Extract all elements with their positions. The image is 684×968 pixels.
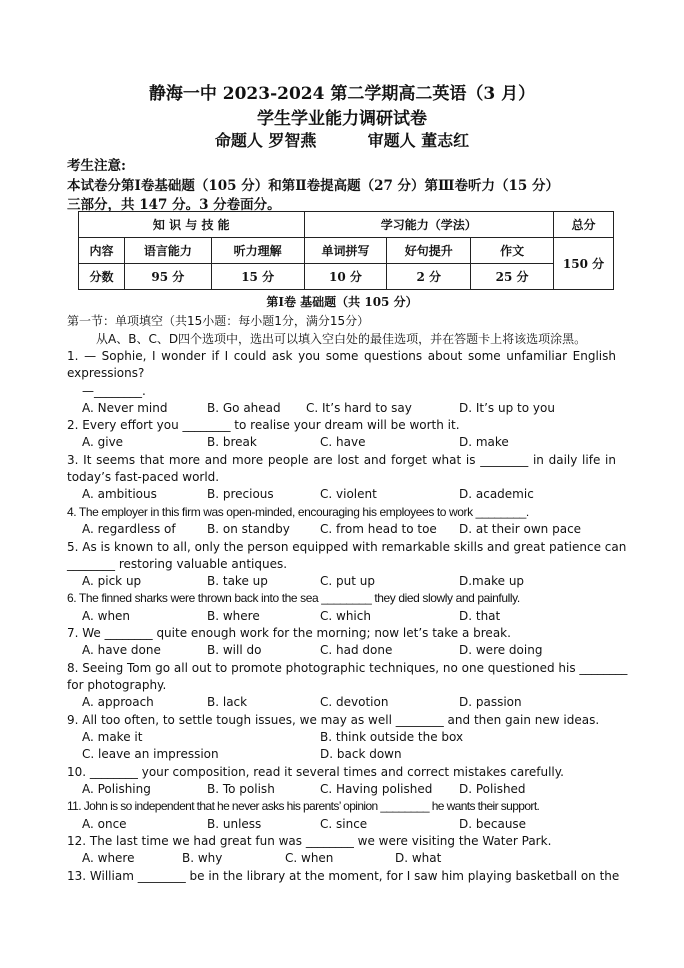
question-5-option-a: A. pick up	[82, 574, 142, 588]
question-6-option-a: A. when	[82, 609, 131, 623]
question-8-option-a: A. approach	[82, 695, 154, 709]
question-7-stem: 7. We ________ quite enough work for the morning; now let’s take a break.	[67, 626, 511, 640]
content-label: 内容	[79, 238, 125, 264]
question-5-stem-cont: ________ restoring valuable antiques.	[67, 557, 288, 571]
item-language: 语言能力	[124, 238, 211, 264]
author-setter: 命题人 罗智燕	[214, 131, 317, 150]
author-reviewer: 审题人 董志红	[367, 131, 470, 150]
question-12-option-a: A. where	[82, 851, 135, 865]
item-writing: 作文	[471, 238, 554, 264]
question-3-stem-cont: today’s fast-paced world.	[67, 470, 220, 484]
item-sentence: 好句提升	[387, 238, 471, 264]
question-4-option-c: C. from head to toe	[320, 522, 437, 536]
question-6-option-b: B. where	[207, 609, 260, 623]
question-2-stem: 2. Every effort you ________ to realise your dream will be worth it.	[67, 418, 460, 432]
question-7-option-c: C. had done	[320, 643, 393, 657]
question-1-option-c: C. It’s hard to say	[306, 401, 412, 415]
question-3-option-c: C. violent	[320, 487, 377, 501]
question-3-option-b: B. precious	[207, 487, 274, 501]
question-5-option-c: C. put up	[320, 574, 375, 588]
question-8-option-b: B. lack	[207, 695, 248, 709]
question-7-option-a: A. have done	[82, 643, 161, 657]
part-1-instruction: 从A、B、C、D四个选项中，选出可以填入空白处的最佳选项，并在答题卡上将该选项涂黑。	[96, 332, 587, 346]
section-title: 第Ⅰ卷 基础题（共 105 分）	[266, 295, 418, 309]
question-5-option-d: D.make up	[459, 574, 525, 588]
question-11-stem: 11. John is so independent that he never asks his parents’ opinion ________ he wants their support.	[67, 799, 540, 813]
question-7-option-b: B. will do	[207, 643, 262, 657]
question-12-stem: 12. The last time we had great fun was ________ we were visiting the Water Park.	[67, 834, 552, 848]
question-11-option-d: D. because	[459, 817, 527, 831]
question-8-stem: 8. Seeing Tom go all out to promote photographic techniques, no one questioned his ________	[67, 661, 628, 675]
question-4-option-b: B. on standby	[207, 522, 290, 536]
total-header: 总分	[554, 212, 614, 238]
question-9-option-b: B. think outside the box	[320, 730, 464, 744]
question-8-option-d: D. passion	[459, 695, 522, 709]
item-spelling: 单词拼写	[304, 238, 387, 264]
question-13-stem: 13. William ________ be in the library at the moment, for I saw him playing basketball on the	[67, 869, 620, 883]
question-2-option-d: D. make	[459, 435, 509, 449]
part-1-heading: 第一节：单项填空（共15小题：每小题1分，满分15分）	[67, 314, 370, 328]
question-2-option-b: B. break	[207, 435, 257, 449]
question-6-stem: 6. The finned sharks were thrown back into the sea ________ they died slowly and painfully.	[67, 591, 520, 605]
score-listening: 15 分	[211, 264, 304, 290]
question-8-stem-cont: for photography.	[67, 678, 167, 692]
question-1-stem: 1. — Sophie, I wonder if I could ask you some questions about some unfamiliar English	[67, 349, 616, 363]
exam-title: 静海一中 2023-2024 第二学期高二英语（3 月）	[148, 84, 536, 104]
question-9-option-d: D. back down	[320, 747, 402, 761]
exam-authors	[0, 128, 684, 151]
question-12-option-d: D. what	[395, 851, 442, 865]
question-5-stem: 5. As is known to all, only the person equipped with remarkable skills and great patience can	[67, 540, 627, 554]
question-3-option-a: A. ambitious	[82, 487, 157, 501]
question-11-option-b: B. unless	[207, 817, 262, 831]
group-learning: 学习能力（学法）	[304, 212, 553, 238]
question-10-option-a: A. Polishing	[82, 782, 151, 796]
question-12-option-b: B. why	[182, 851, 223, 865]
question-12-option-c: C. when	[285, 851, 334, 865]
question-10-option-d: D. Polished	[459, 782, 526, 796]
total-score: 150 分	[554, 238, 614, 290]
question-9-option-a: A. make it	[82, 730, 143, 744]
group-knowledge: 知 识 与 技 能	[79, 212, 305, 238]
question-6-option-d: D. that	[459, 609, 501, 623]
question-10-option-b: B. To polish	[207, 782, 275, 796]
question-1-stem-cont: expressions?	[67, 366, 145, 380]
score-writing: 25 分	[471, 264, 554, 290]
score-sentence: 2 分	[387, 264, 471, 290]
question-10-stem: 10. ________ your composition, read it several times and correct mistakes carefully.	[67, 765, 564, 779]
exam-subtitle: 学生学业能力调研试卷	[257, 109, 427, 129]
question-6-option-c: C. which	[320, 609, 371, 623]
question-7-option-d: D. were doing	[459, 643, 543, 657]
question-9-stem: 9. All too often, to settle tough issues, we may as well ________ and then gain new ideas.	[67, 713, 600, 727]
question-2-option-a: A. give	[82, 435, 124, 449]
question-10-option-c: C. Having polished	[320, 782, 433, 796]
question-4-option-a: A. regardless of	[82, 522, 176, 536]
question-1-option-b: B. Go ahead	[207, 401, 281, 415]
score-language: 95 分	[124, 264, 211, 290]
question-4-option-d: D. at their own pace	[459, 522, 582, 536]
score-spelling: 10 分	[304, 264, 387, 290]
question-1-reply: —________.	[82, 384, 146, 398]
notice-line-2: 三部分，共 147 分。3 分卷面分。	[67, 197, 281, 213]
notice-heading: 考生注意:	[67, 158, 126, 174]
score-table	[78, 211, 614, 290]
question-8-option-c: C. devotion	[320, 695, 389, 709]
question-5-option-b: B. take up	[207, 574, 268, 588]
score-label: 分数	[79, 264, 125, 290]
question-1-option-a: A. Never mind	[82, 401, 168, 415]
notice-line-1: 本试卷分第Ⅰ卷基础题（105 分）和第Ⅱ卷提高题（27 分）第Ⅲ卷听力（15 分）	[67, 178, 559, 194]
question-3-stem: 3. It seems that more and more people are lost and forget what is ________ in daily life in	[67, 453, 616, 467]
question-2-option-c: C. have	[320, 435, 366, 449]
question-4-stem: 4. The employer in this firm was open-minded, encouraging his employees to work ________.	[67, 505, 529, 519]
question-9-option-c: C. leave an impression	[82, 747, 219, 761]
question-1-option-d: D. It’s up to you	[459, 401, 555, 415]
question-3-option-d: D. academic	[459, 487, 534, 501]
question-11-option-c: C. since	[320, 817, 368, 831]
item-listening: 听力理解	[211, 238, 304, 264]
question-11-option-a: A. once	[82, 817, 127, 831]
